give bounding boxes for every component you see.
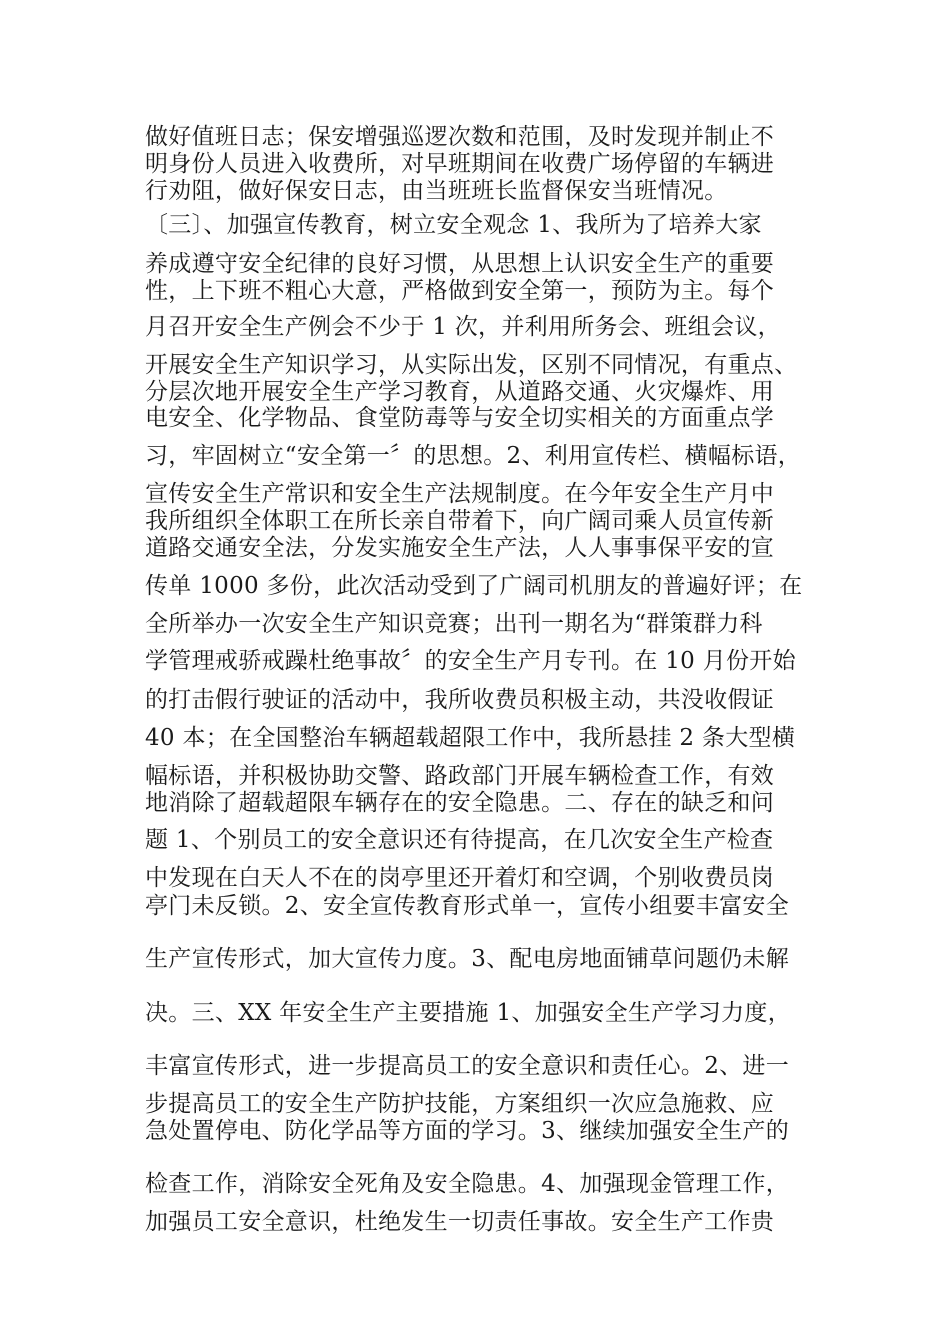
text-line: 习，牢固树立“安全第一〞的思想。2、利用宣传栏、横幅标语，: [145, 443, 802, 469]
text-line: 急处置停电、防化学品等方面的学习。3、继续加强安全生产的: [145, 1118, 790, 1144]
text-line: 检查工作，消除安全死角及安全隐患。4、加强现金管理工作，: [145, 1171, 790, 1197]
text-line: 性，上下班不粗心大意，严格做到安全第一，预防为主。每个: [145, 278, 775, 304]
text-line: 的打击假行驶证的活动中，我所收费员积极主动，共没收假证: [145, 687, 775, 713]
text-line: 题 1、个别员工的安全意识还有待提高，在几次安全生产检查: [145, 827, 774, 853]
text-line: 〔三〕、加强宣传教育，树立安全观念 1、我所为了培养大家: [145, 212, 762, 238]
text-line: 幅标语，并积极协助交警、路政部门开展车辆检查工作，有效: [145, 763, 775, 789]
text-line: 地消除了超载超限车辆存在的安全隐患。二、存在的缺乏和问: [145, 790, 775, 816]
text-line: 生产宣传形式，加大宣传力度。3、配电房地面铺草问题仍未解: [145, 946, 790, 972]
text-line: 加强员工安全意识，杜绝发生一切责任事故。安全生产工作贵: [145, 1209, 775, 1235]
text-line: 月召开安全生产例会不少于 1 次，并利用所务会、班组会议，: [145, 314, 781, 340]
text-line: 全所举办一次安全生产知识竞赛；出刊一期名为“群策群力科: [145, 611, 763, 637]
text-line: 电安全、化学物品、食堂防毒等与安全切实相关的方面重点学: [145, 405, 775, 431]
text-line: 行劝阻，做好保安日志，由当班班长监督保安当班情况。: [145, 178, 728, 204]
text-line: 传单 1000 多份，此次活动受到了广阔司机朋友的普遍好评；在: [145, 573, 803, 599]
text-line: 决。三、XX 年安全生产主要措施 1、加强安全生产学习力度，: [145, 1000, 792, 1026]
text-line: 道路交通安全法，分发实施安全生产法，人人事事保平安的宣: [145, 535, 775, 561]
text-line: 中发现在白天人不在的岗亭里还开着灯和空调，个别收费员岗: [145, 865, 775, 891]
text-line: 我所组织全体职工在所长亲自带着下，向广阔司乘人员宣传新: [145, 508, 775, 534]
text-line: 做好值班日志；保安增强巡逻次数和范围，及时发现并制止不: [145, 124, 775, 150]
text-line: 宣传安全生产常识和安全生产法规制度。在今年安全生产月中: [145, 481, 775, 507]
text-line: 分层次地开展安全生产学习教育，从道路交通、火灾爆炸、用: [145, 379, 775, 405]
text-line: 学管理戒骄戒躁杜绝事故〞的安全生产月专刊。在 10 月份开始: [145, 648, 796, 674]
text-line: 明身份人员进入收费所，对早班期间在收费广场停留的车辆进: [145, 151, 775, 177]
text-line: 养成遵守安全纪律的良好习惯，从思想上认识安全生产的重要: [145, 251, 775, 277]
text-line: 开展安全生产知识学习，从实际出发，区别不同情况，有重点、: [145, 352, 798, 378]
text-line: 40 本；在全国整治车辆超载超限工作中，我所悬挂 2 条大型横: [145, 725, 796, 751]
text-line: 亭门未反锁。2、安全宣传教育形式单一，宣传小组要丰富安全: [145, 893, 790, 919]
text-line: 丰富宣传形式，进一步提高员工的安全意识和责任心。2、进一: [145, 1053, 790, 1079]
text-line: 步提高员工的安全生产防护技能，方案组织一次应急施救、应: [145, 1091, 775, 1117]
